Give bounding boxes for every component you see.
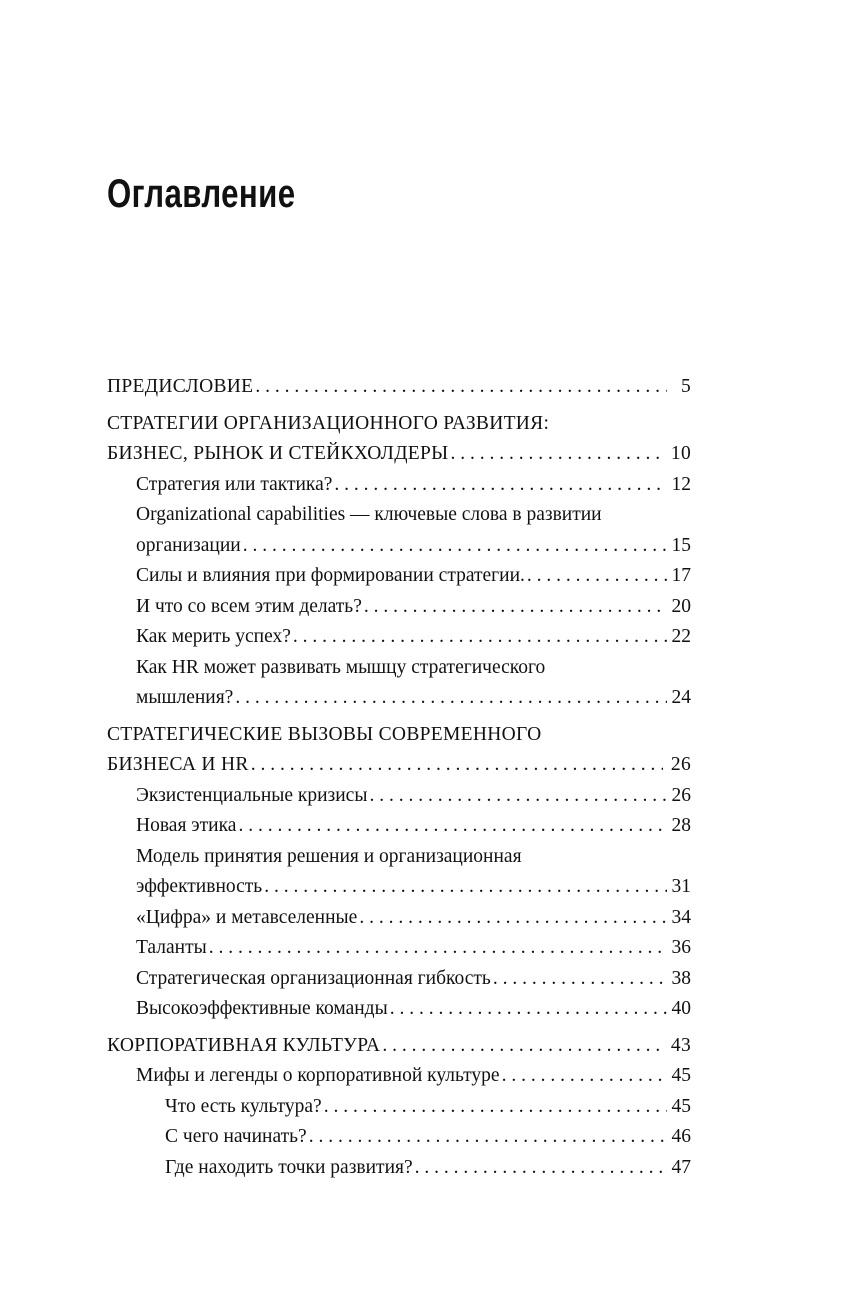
- toc-page-number: 5: [680, 376, 691, 397]
- toc-page-number: 40: [671, 998, 691, 1019]
- toc-entry-title-continued: организации: [136, 534, 241, 556]
- toc-page-number: 45: [671, 1095, 691, 1117]
- dot-leader: [382, 1031, 663, 1062]
- toc-entry-title: Где находить точки развития?: [165, 1156, 413, 1178]
- toc-entry-section[interactable]: [107, 933, 691, 964]
- dot-leader: [255, 372, 667, 403]
- toc-page-number: 26: [670, 754, 691, 775]
- toc-entry-title: Силы и влияния при формировании стратегии.: [136, 565, 525, 586]
- toc-page-number: 17: [671, 565, 691, 586]
- toc-page-number: 26: [671, 784, 691, 806]
- toc-entry-title: Новая этика: [136, 815, 237, 836]
- toc-entry-section[interactable]: [107, 653, 691, 714]
- toc-entry-title: Модель принятия решения и организационная: [136, 845, 522, 867]
- toc-page-number: 10: [670, 443, 691, 464]
- toc-entry-title: ПРЕДИСЛОВИЕ: [107, 376, 254, 397]
- toc-entry-section[interactable]: [107, 500, 691, 561]
- toc-entry-chapter-1[interactable]: [107, 409, 691, 470]
- toc-entry-title: И что со всем этим делать?: [136, 595, 362, 617]
- toc-entry-section[interactable]: [107, 842, 691, 903]
- toc-page-number: 12: [671, 473, 691, 495]
- toc-entry-title: Стратегия или тактика?: [136, 473, 333, 495]
- toc-page-number: 46: [671, 1126, 691, 1147]
- toc-page-number: 31: [671, 876, 691, 897]
- toc-entry-section[interactable]: [107, 622, 691, 653]
- toc-entry-title: Мифы и легенды о корпоративной культуре: [136, 1065, 500, 1086]
- toc-entry-section[interactable]: [107, 561, 691, 592]
- dot-leader: [369, 781, 667, 812]
- toc-entry-section[interactable]: [107, 470, 691, 501]
- toc-entry-title: Стратегическая организационная гибкость: [136, 967, 491, 989]
- toc-page-number: 36: [671, 937, 691, 958]
- toc-entry-chapter-3[interactable]: [107, 1031, 691, 1062]
- toc-entry-chapter-2[interactable]: [107, 720, 691, 781]
- dot-leader: [251, 750, 663, 781]
- dot-leader: [209, 933, 667, 964]
- toc-entry-title: Таланты: [136, 937, 207, 958]
- toc-entry-title: СТРАТЕГИИ ОРГАНИЗАЦИОННОГО РАЗВИТИЯ:: [107, 412, 550, 434]
- toc-entry-subsection[interactable]: [107, 1122, 691, 1153]
- toc-entry-title-continued: БИЗНЕС, РЫНОК И СТЕЙКХОЛДЕРЫ: [107, 443, 449, 464]
- dot-leader: [293, 622, 667, 653]
- toc-entry-title-continued: мышления?: [136, 687, 234, 708]
- toc-page-number: 45: [671, 1065, 691, 1086]
- toc-entry-title: Organizational capabilities — ключевые слова в развитии: [136, 504, 602, 525]
- toc-page-number: 38: [671, 967, 691, 989]
- toc-page-number: 24: [671, 687, 691, 708]
- toc-entry-title: Как HR может развивать мышцу стратегического: [136, 656, 546, 678]
- dot-leader: [334, 470, 667, 501]
- dot-leader: [390, 994, 667, 1025]
- toc-page-number: 43: [670, 1034, 691, 1056]
- dot-leader: [359, 903, 667, 934]
- toc-entry-preface[interactable]: [107, 372, 691, 403]
- dot-leader: [415, 1153, 667, 1184]
- dot-leader: [450, 439, 663, 470]
- dot-leader: [235, 683, 667, 714]
- toc-entry-title: Высокоэффективные команды: [136, 998, 388, 1019]
- toc-page-number: 28: [671, 815, 691, 836]
- toc-entry-subsection[interactable]: [107, 1092, 691, 1123]
- toc-entry-title: СТРАТЕГИЧЕСКИЕ ВЫЗОВЫ СОВРЕМЕННОГО: [107, 723, 542, 745]
- toc-entry-subsection[interactable]: [107, 1153, 691, 1184]
- dot-leader: [309, 1122, 667, 1153]
- toc-entry-title: Что есть культура?: [165, 1095, 322, 1117]
- toc-entry-section[interactable]: [107, 1061, 691, 1092]
- toc-entry-title-continued: БИЗНЕСА И HR: [107, 754, 249, 775]
- toc-entry-title: «Цифра» и метавселенные: [136, 906, 358, 928]
- toc-entry-section[interactable]: [107, 964, 691, 995]
- dot-leader: [502, 1061, 667, 1092]
- table-of-contents: [107, 372, 691, 1183]
- toc-entry-title: С чего начинать?: [165, 1126, 307, 1147]
- dot-leader: [364, 592, 667, 623]
- dot-leader: [243, 531, 667, 562]
- toc-entry-title: Экзистенциальные кризисы: [136, 784, 368, 806]
- toc-entry-section[interactable]: [107, 994, 691, 1025]
- toc-entry-section[interactable]: [107, 811, 691, 842]
- toc-entry-section[interactable]: [107, 592, 691, 623]
- toc-page-number: 22: [671, 626, 691, 647]
- dot-leader: [493, 964, 667, 995]
- dot-leader: [527, 561, 667, 592]
- dot-leader: [264, 872, 667, 903]
- toc-entry-title: Как мерить успех?: [136, 626, 291, 647]
- toc-entry-section[interactable]: [107, 903, 691, 934]
- toc-entry-section[interactable]: [107, 781, 691, 812]
- toc-entry-title: КОРПОРАТИВНАЯ КУЛЬТУРА: [107, 1034, 381, 1056]
- toc-page-number: 34: [671, 906, 691, 928]
- dot-leader: [324, 1092, 667, 1123]
- dot-leader: [238, 811, 667, 842]
- toc-entry-title-continued: эффективность: [136, 876, 263, 897]
- toc-page-number: 47: [671, 1156, 691, 1178]
- toc-page-number: 15: [671, 534, 691, 556]
- toc-page-number: 20: [671, 595, 691, 617]
- page-title: Оглавление: [107, 172, 296, 216]
